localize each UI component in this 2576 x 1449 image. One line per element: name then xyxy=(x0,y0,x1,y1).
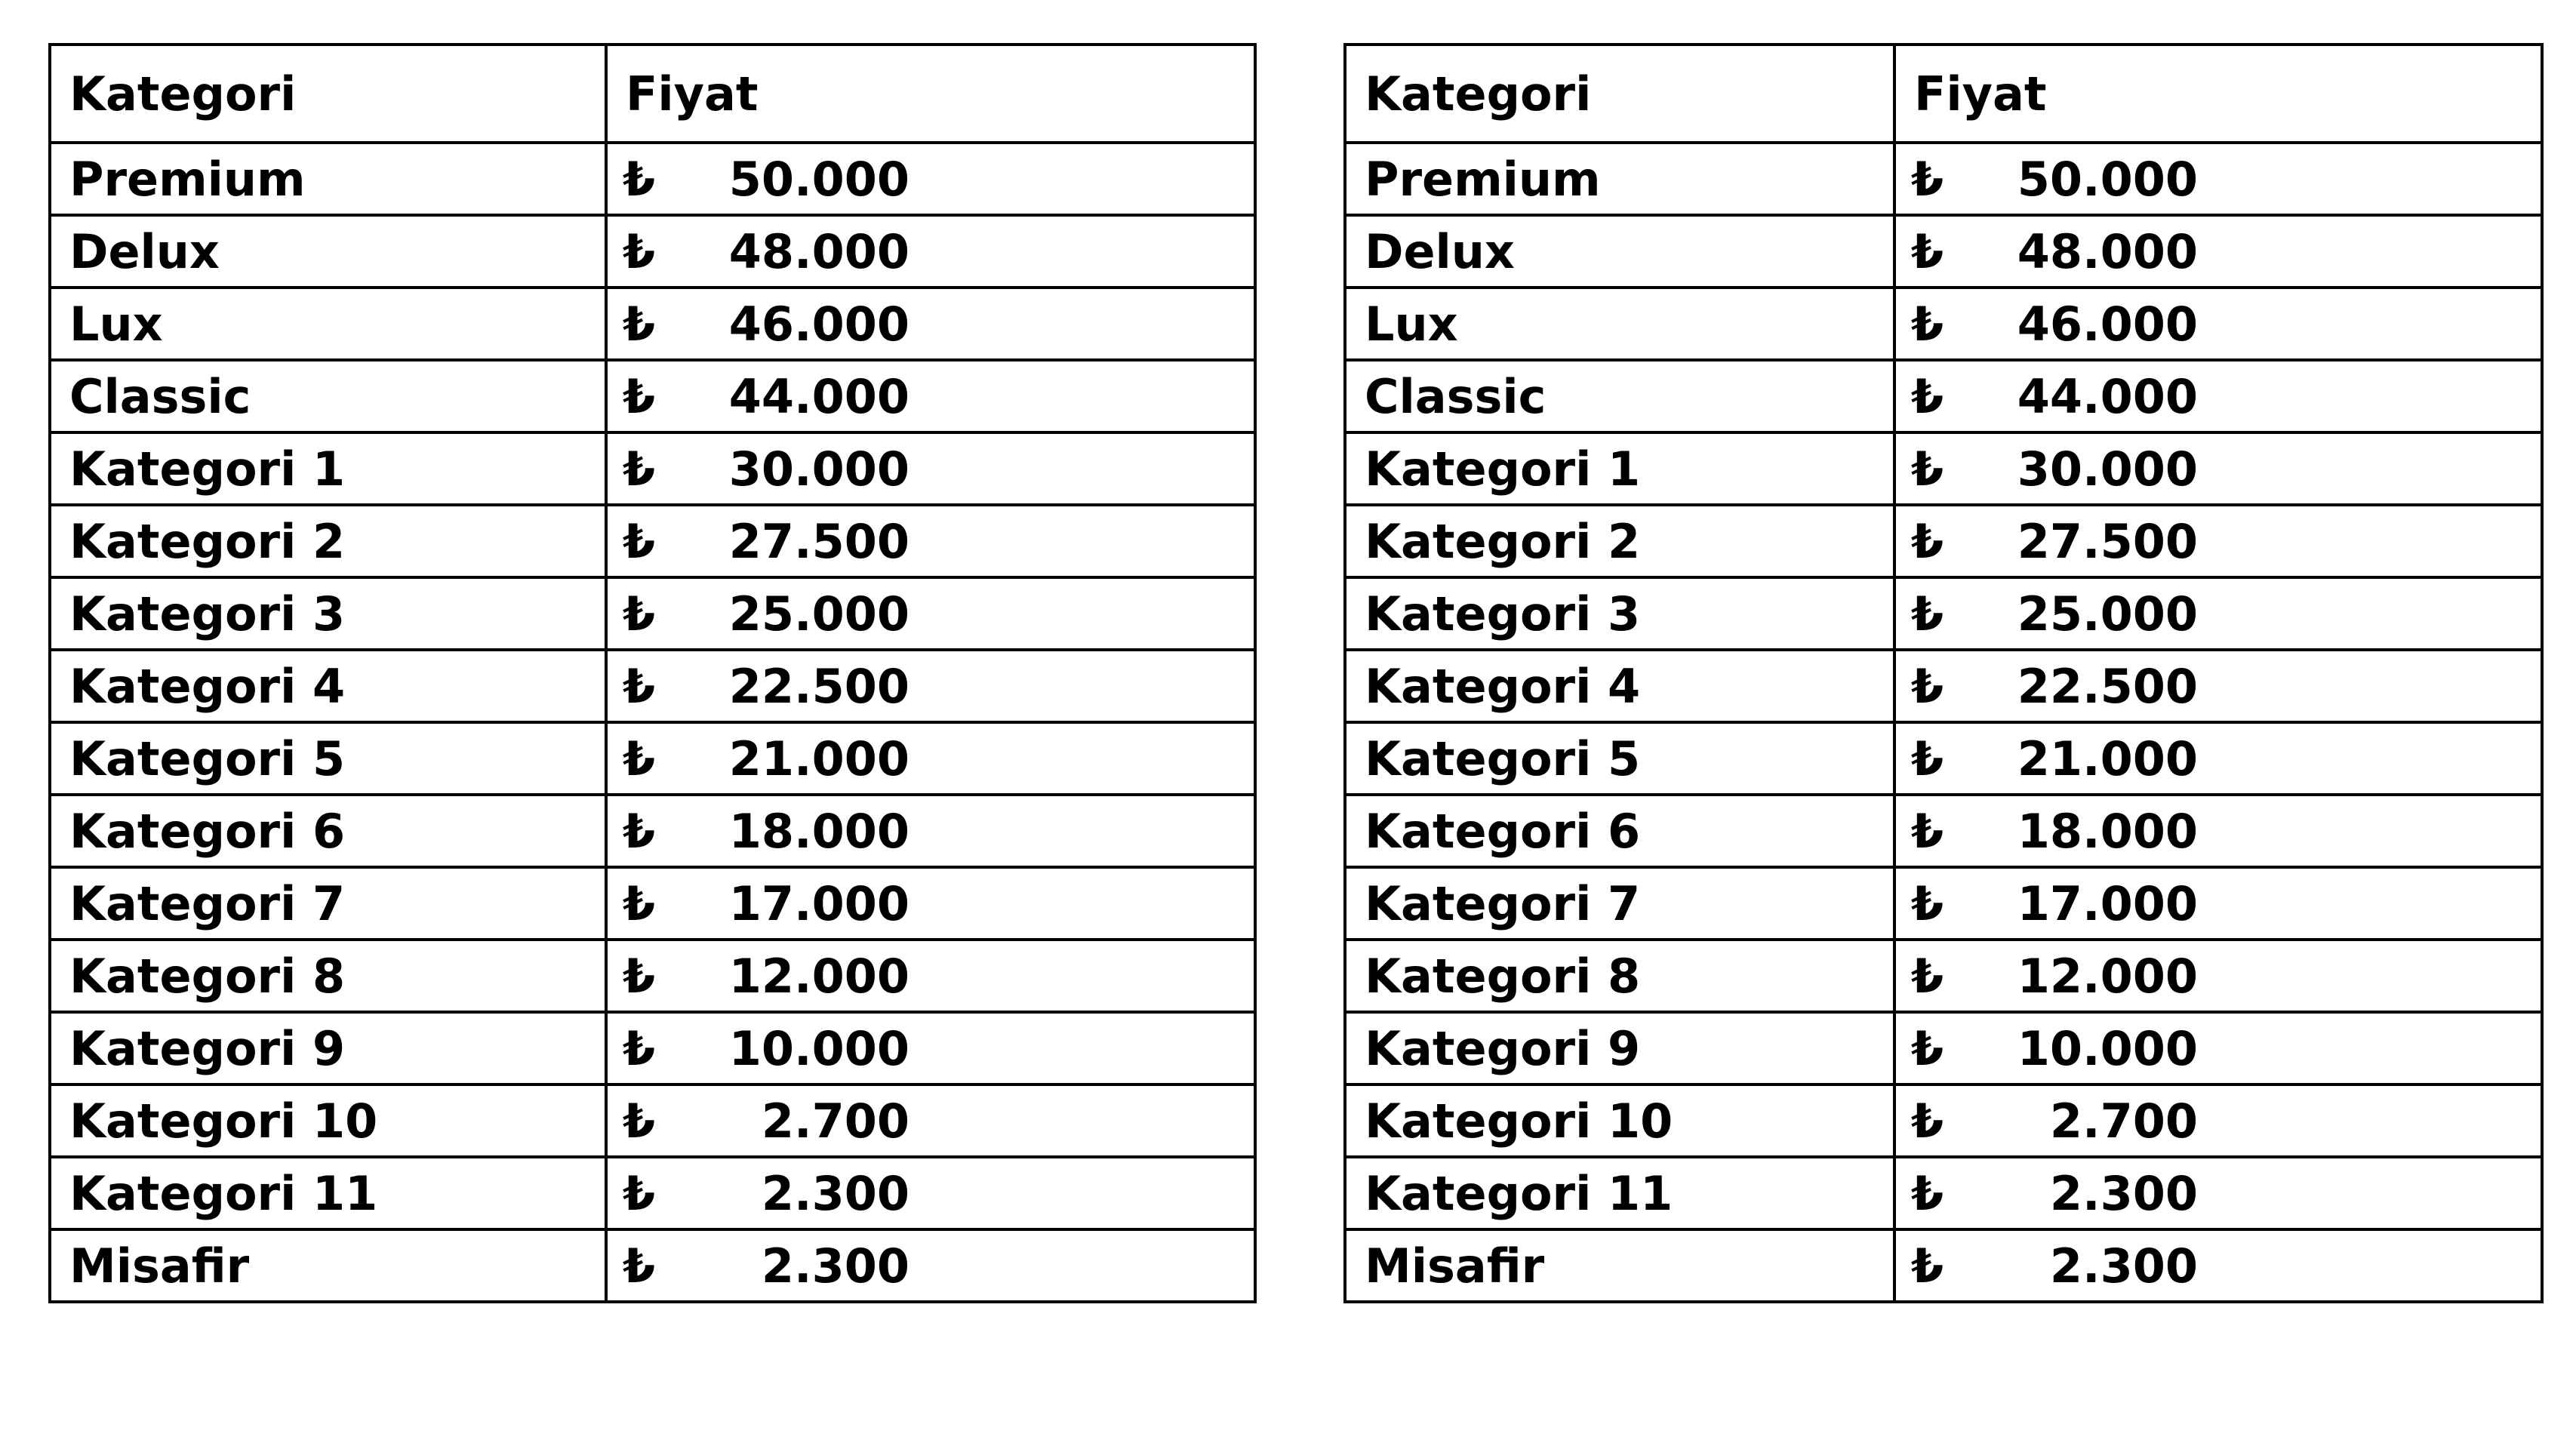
category-cell: Kategori 2 xyxy=(50,505,606,577)
category-cell: Kategori 4 xyxy=(1345,650,1894,722)
price-cell xyxy=(1894,722,2542,795)
price-amount: 25.000 xyxy=(2017,586,2198,641)
table-row xyxy=(50,867,1255,940)
currency-symbol: ₺ xyxy=(1911,875,1944,931)
price-cell xyxy=(1894,1012,2542,1084)
currency-symbol: ₺ xyxy=(1911,296,1944,352)
price-cell xyxy=(1894,1157,2542,1229)
table-row xyxy=(1345,432,2542,505)
currency-symbol: ₺ xyxy=(1911,586,1944,641)
currency-symbol: ₺ xyxy=(1911,368,1944,424)
category-cell: Kategori 3 xyxy=(50,577,606,650)
price-amount: 50.000 xyxy=(728,151,909,207)
table-row xyxy=(1345,577,2542,650)
category-cell: Lux xyxy=(50,288,606,360)
price-cell xyxy=(606,867,1255,940)
price-amount: 22.500 xyxy=(728,658,909,714)
price-amount: 10.000 xyxy=(728,1020,909,1076)
currency-symbol: ₺ xyxy=(623,513,656,569)
currency-symbol: ₺ xyxy=(623,948,656,1004)
category-cell: Delux xyxy=(50,215,606,288)
category-cell: Kategori 10 xyxy=(50,1084,606,1157)
table-row xyxy=(1345,288,2542,360)
price-cell xyxy=(1894,577,2542,650)
category-cell: Kategori 7 xyxy=(50,867,606,940)
table-header-row xyxy=(50,45,1255,143)
currency-symbol: ₺ xyxy=(1911,1238,1944,1294)
price-cell xyxy=(606,650,1255,722)
price-amount: 46.000 xyxy=(2017,296,2198,352)
price-cell xyxy=(1894,650,2542,722)
currency-symbol: ₺ xyxy=(623,586,656,641)
price-cell xyxy=(1894,143,2542,215)
category-cell: Classic xyxy=(1345,360,1894,432)
table-row xyxy=(50,577,1255,650)
table-row xyxy=(50,722,1255,795)
category-cell: Delux xyxy=(1345,215,1894,288)
table-row xyxy=(1345,1157,2542,1229)
price-cell xyxy=(1894,1084,2542,1157)
currency-symbol: ₺ xyxy=(623,1093,656,1149)
price-cell xyxy=(606,1084,1255,1157)
table-row xyxy=(1345,505,2542,577)
category-cell: Misafir xyxy=(1345,1229,1894,1302)
price-amount: 2.300 xyxy=(761,1238,909,1294)
price-cell xyxy=(606,1157,1255,1229)
price-cell xyxy=(606,577,1255,650)
category-cell: Lux xyxy=(1345,288,1894,360)
price-amount: 46.000 xyxy=(728,296,909,352)
currency-symbol: ₺ xyxy=(623,368,656,424)
price-amount: 27.500 xyxy=(728,513,909,569)
price-amount: 44.000 xyxy=(2017,368,2198,424)
table-row xyxy=(50,1084,1255,1157)
category-cell: Kategori 1 xyxy=(1345,432,1894,505)
table-row xyxy=(1345,143,2542,215)
table-row xyxy=(1345,795,2542,867)
currency-symbol: ₺ xyxy=(1911,1093,1944,1149)
table-header-row xyxy=(1345,45,2542,143)
category-cell: Kategori 7 xyxy=(1345,867,1894,940)
table-row xyxy=(50,215,1255,288)
price-cell xyxy=(1894,940,2542,1012)
currency-symbol: ₺ xyxy=(623,803,656,859)
price-amount: 18.000 xyxy=(2017,803,2198,859)
price-cell xyxy=(606,215,1255,288)
price-amount: 21.000 xyxy=(728,731,909,786)
price-amount: 2.700 xyxy=(761,1093,909,1149)
price-amount: 30.000 xyxy=(728,441,909,497)
currency-symbol: ₺ xyxy=(623,223,656,279)
table-row xyxy=(50,1157,1255,1229)
currency-symbol: ₺ xyxy=(623,875,656,931)
category-cell: Classic xyxy=(50,360,606,432)
price-cell xyxy=(606,432,1255,505)
price-amount: 27.500 xyxy=(2017,513,2198,569)
category-cell: Kategori 8 xyxy=(50,940,606,1012)
currency-symbol: ₺ xyxy=(623,731,656,786)
price-amount: 50.000 xyxy=(2017,151,2198,207)
price-cell xyxy=(606,360,1255,432)
category-cell: Kategori 6 xyxy=(1345,795,1894,867)
price-amount: 21.000 xyxy=(2017,731,2198,786)
currency-symbol: ₺ xyxy=(623,658,656,714)
category-cell: Kategori 9 xyxy=(50,1012,606,1084)
table-row xyxy=(1345,650,2542,722)
currency-symbol: ₺ xyxy=(623,1020,656,1076)
header-category: Kategori xyxy=(50,45,606,143)
currency-symbol: ₺ xyxy=(1911,658,1944,714)
currency-symbol: ₺ xyxy=(1911,223,1944,279)
category-cell: Kategori 4 xyxy=(50,650,606,722)
currency-symbol: ₺ xyxy=(1911,803,1944,859)
price-cell xyxy=(606,940,1255,1012)
table-row xyxy=(50,1229,1255,1302)
price-amount: 18.000 xyxy=(728,803,909,859)
currency-symbol: ₺ xyxy=(623,1238,656,1294)
category-cell: Kategori 8 xyxy=(1345,940,1894,1012)
header-price: Fiyat xyxy=(606,45,1255,143)
currency-symbol: ₺ xyxy=(1911,513,1944,569)
table-row xyxy=(50,432,1255,505)
header-category: Kategori xyxy=(1345,45,1894,143)
category-cell: Misafir xyxy=(50,1229,606,1302)
price-cell xyxy=(1894,1229,2542,1302)
price-cell xyxy=(1894,867,2542,940)
currency-symbol: ₺ xyxy=(623,1165,656,1221)
table-row xyxy=(50,795,1255,867)
price-cell xyxy=(606,1012,1255,1084)
table-row xyxy=(1345,1012,2542,1084)
price-cell xyxy=(606,1229,1255,1302)
table-row xyxy=(50,288,1255,360)
price-amount: 17.000 xyxy=(728,875,909,931)
price-cell xyxy=(1894,432,2542,505)
category-cell: Kategori 5 xyxy=(1345,722,1894,795)
currency-symbol: ₺ xyxy=(1911,948,1944,1004)
category-cell: Kategori 11 xyxy=(50,1157,606,1229)
table-row xyxy=(1345,1229,2542,1302)
currency-symbol: ₺ xyxy=(623,296,656,352)
category-cell: Kategori 5 xyxy=(50,722,606,795)
header-price: Fiyat xyxy=(1894,45,2542,143)
currency-symbol: ₺ xyxy=(623,151,656,207)
price-table-right xyxy=(1343,43,2544,1303)
table-row xyxy=(1345,1084,2542,1157)
price-amount: 12.000 xyxy=(728,948,909,1004)
price-amount: 10.000 xyxy=(2017,1020,2198,1076)
currency-symbol: ₺ xyxy=(1911,151,1944,207)
table-row xyxy=(1345,722,2542,795)
price-amount: 22.500 xyxy=(2017,658,2198,714)
price-amount: 2.300 xyxy=(2049,1165,2198,1221)
price-amount: 30.000 xyxy=(2017,441,2198,497)
table-row xyxy=(1345,867,2542,940)
category-cell: Kategori 6 xyxy=(50,795,606,867)
table-row xyxy=(1345,215,2542,288)
price-amount: 12.000 xyxy=(2017,948,2198,1004)
price-amount: 2.300 xyxy=(761,1165,909,1221)
category-cell: Premium xyxy=(1345,143,1894,215)
price-cell xyxy=(1894,795,2542,867)
table-row xyxy=(50,360,1255,432)
price-cell xyxy=(1894,360,2542,432)
price-cell xyxy=(606,505,1255,577)
price-amount: 17.000 xyxy=(2017,875,2198,931)
category-cell: Premium xyxy=(50,143,606,215)
table-row xyxy=(50,143,1255,215)
category-cell: Kategori 9 xyxy=(1345,1012,1894,1084)
table-row xyxy=(50,1012,1255,1084)
category-cell: Kategori 2 xyxy=(1345,505,1894,577)
currency-symbol: ₺ xyxy=(1911,1020,1944,1076)
price-amount: 25.000 xyxy=(728,586,909,641)
price-cell xyxy=(606,143,1255,215)
table-row xyxy=(1345,360,2542,432)
price-cell xyxy=(606,722,1255,795)
price-cell xyxy=(1894,215,2542,288)
price-amount: 48.000 xyxy=(728,223,909,279)
table-row xyxy=(50,650,1255,722)
category-cell: Kategori 10 xyxy=(1345,1084,1894,1157)
price-cell xyxy=(1894,505,2542,577)
currency-symbol: ₺ xyxy=(1911,731,1944,786)
category-cell: Kategori 11 xyxy=(1345,1157,1894,1229)
category-cell: Kategori 3 xyxy=(1345,577,1894,650)
price-amount: 48.000 xyxy=(2017,223,2198,279)
currency-symbol: ₺ xyxy=(1911,441,1944,497)
price-cell xyxy=(606,288,1255,360)
price-cell xyxy=(606,795,1255,867)
table-row xyxy=(50,505,1255,577)
table-row xyxy=(50,940,1255,1012)
table-row xyxy=(1345,940,2542,1012)
price-table-left xyxy=(48,43,1257,1303)
price-amount: 2.700 xyxy=(2049,1093,2198,1149)
price-cell xyxy=(1894,288,2542,360)
currency-symbol: ₺ xyxy=(623,441,656,497)
currency-symbol: ₺ xyxy=(1911,1165,1944,1221)
category-cell: Kategori 1 xyxy=(50,432,606,505)
price-amount: 2.300 xyxy=(2049,1238,2198,1294)
price-amount: 44.000 xyxy=(728,368,909,424)
